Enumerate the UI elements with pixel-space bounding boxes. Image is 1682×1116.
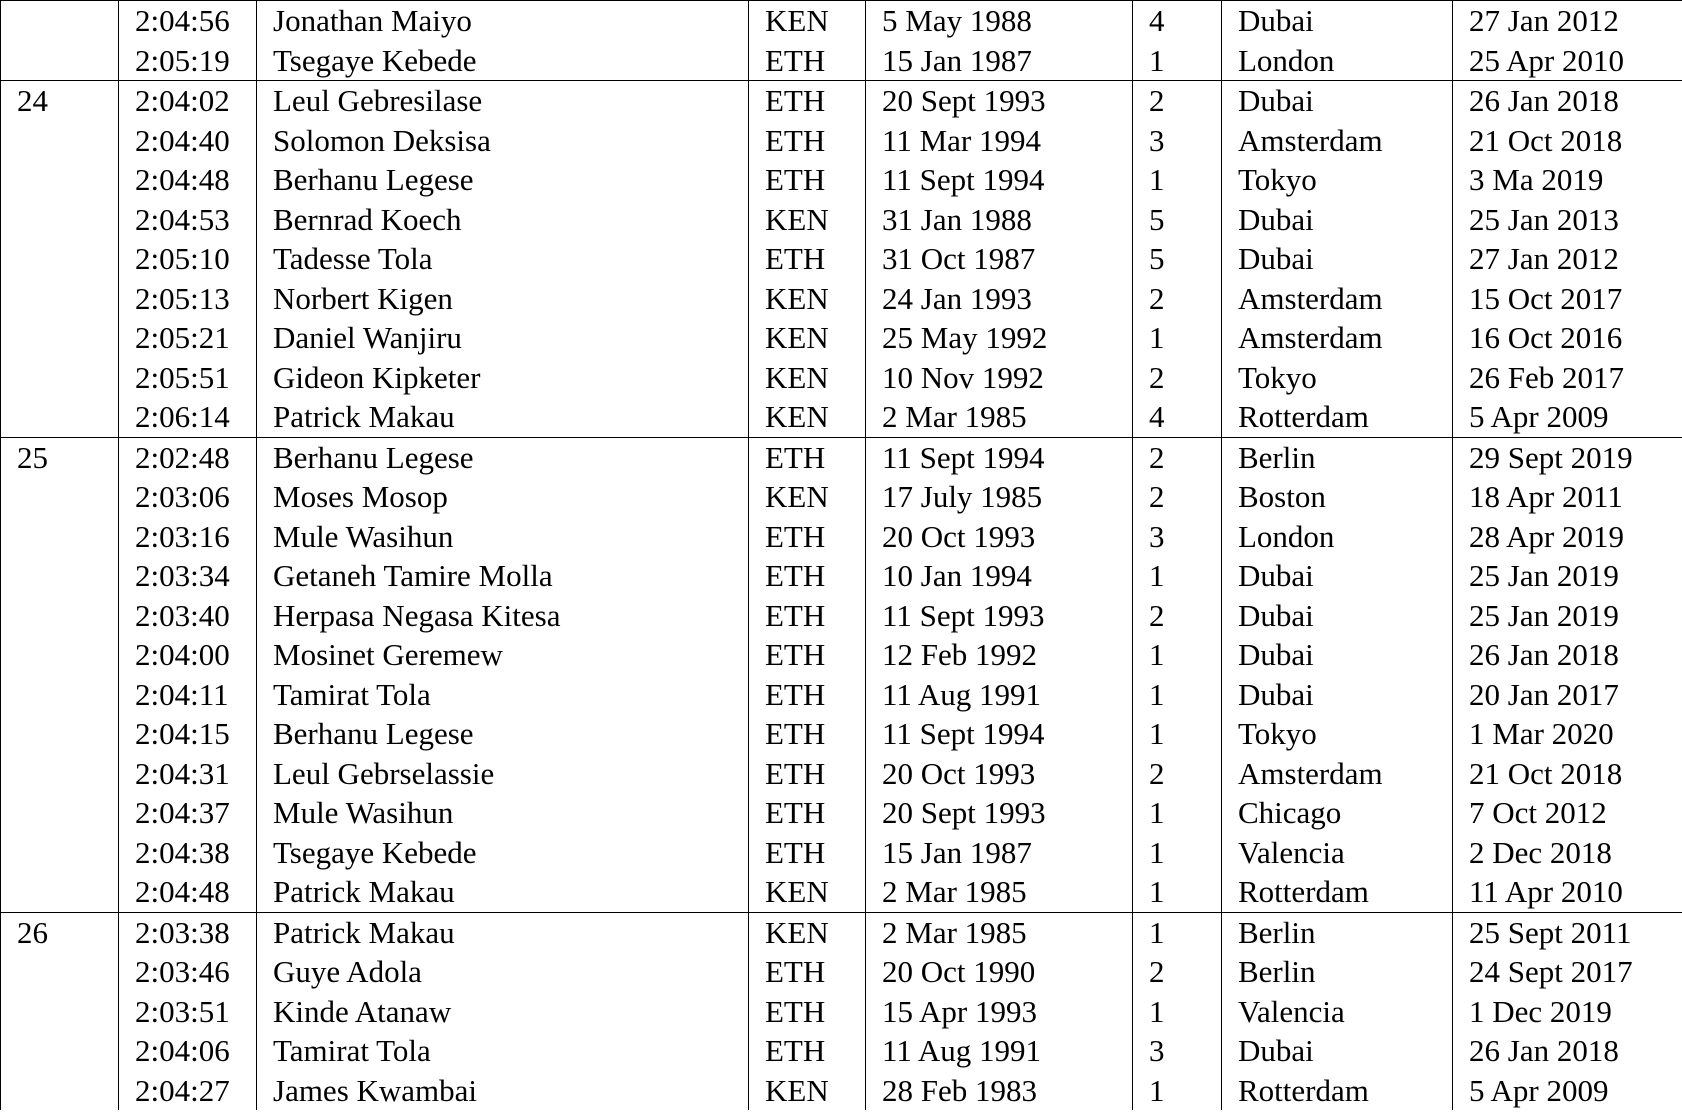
list-item: ETH [765,637,826,672]
list-item: Rotterdam [1238,1072,1369,1108]
list-item: Tsegaye Kebede [273,834,477,870]
list-item: 2 [1149,83,1165,118]
age-label: 26 [17,914,48,950]
list-item: Berlin [1238,914,1316,950]
list-item: 18 Apr 2011 [1469,479,1623,514]
list-item: Dubai [1238,676,1314,712]
list-item: 1 Dec 2019 [1469,993,1612,1029]
list-item: Dubai [1238,3,1314,38]
list-item: Berlin [1238,439,1316,475]
list-item: 2:03:40 [135,597,230,633]
list-item: ETH [765,162,826,197]
list-item: 1 [1149,676,1165,712]
list-item: Patrick Makau [273,874,455,909]
list-item: 2 Mar 1985 [882,914,1027,950]
list-item: 5 [1149,241,1165,276]
list-item: 27 Jan 2012 [1469,241,1619,276]
list-item: 26 Jan 2018 [1469,83,1619,118]
list-item: 24 Sept 2017 [1469,954,1633,989]
list-item: 5 May 1988 [882,3,1032,38]
list-item: 26 Jan 2018 [1469,1033,1619,1068]
athlete-name-cell [257,81,749,438]
list-item: 2:04:37 [135,795,230,830]
list-item: Tadesse Tola [273,241,433,276]
list-item: 5 Apr 2009 [1469,399,1609,434]
list-item: 2:05:13 [135,280,230,316]
list-item: 25 Jan 2019 [1469,558,1619,593]
list-item: 1 [1149,716,1165,751]
list-item: 2:04:11 [135,676,229,712]
list-item: 1 [1149,637,1165,672]
list-item: 10 Jan 1994 [882,558,1032,593]
list-item: KEN [765,914,829,950]
list-item: Dubai [1238,558,1314,593]
list-item: Dubai [1238,1033,1314,1068]
list-item: 15 Oct 2017 [1469,280,1623,316]
list-item: 1 [1149,914,1165,950]
list-item: KEN [765,3,829,38]
list-item: 31 Jan 1988 [882,201,1032,237]
list-item: 2:04:48 [135,874,230,909]
list-item: 15 Apr 1993 [882,993,1037,1029]
list-item: ETH [765,716,826,751]
list-item: 2:03:06 [135,479,230,514]
list-item: 2 [1149,755,1165,791]
table-row [1,437,1682,912]
list-item: Tokyo [1238,162,1317,197]
list-item: Gideon Kipketer [273,359,481,395]
list-item: London [1238,518,1335,554]
list-item: Berhanu Legese [273,716,474,751]
list-item: 31 Oct 1987 [882,241,1036,276]
list-item: 25 Jan 2013 [1469,201,1619,237]
list-item: 26 Jan 2018 [1469,637,1619,672]
list-item: 20 Sept 1993 [882,83,1046,118]
list-item: Berlin [1238,954,1316,989]
age-label [17,1,118,41]
age-group [1,81,1682,438]
list-item: 3 [1149,122,1165,158]
list-item: 2:05:21 [135,320,230,355]
list-item: Patrick Makau [273,399,455,434]
list-item: Valencia [1238,993,1345,1029]
list-item: 15 Jan 1987 [882,834,1032,870]
list-item: 2:03:38 [135,914,230,950]
birth-date-cell [866,1,1133,81]
list-item: Leul Gebresilase [273,83,483,118]
age-cell [1,1,119,81]
list-item: Mosinet Geremew [273,637,503,672]
list-item: 2:04:27 [135,1072,230,1108]
list-item: Rotterdam [1238,874,1369,909]
list-item: Dubai [1238,597,1314,633]
list-item: 28 Feb 1983 [882,1072,1037,1108]
list-item: 2:02:48 [135,439,230,475]
list-item: 1 Mar 2020 [1469,716,1614,751]
list-item: Amsterdam [1238,280,1383,316]
nationality-cell [749,912,866,1110]
list-item: ETH [765,439,826,475]
list-item: KEN [765,320,829,355]
placing-cell [1133,912,1222,1110]
list-item: Mule Wasihun [273,795,454,830]
list-item: ETH [765,993,826,1029]
list-item: 2 [1149,954,1165,989]
list-item: Dubai [1238,241,1314,276]
list-item: 3 [1149,518,1165,554]
placing-cell [1133,1,1222,81]
list-item: 1 [1149,834,1165,870]
age-cell [1,437,119,912]
race-date-cell [1453,912,1682,1110]
nationality-cell [749,1,866,81]
list-item: 11 Sept 1993 [882,597,1045,633]
list-item: 25 Jan 2019 [1469,597,1619,633]
list-item: 5 [1149,201,1165,237]
list-item: 11 Aug 1991 [882,676,1042,712]
age-cell [1,81,119,438]
venue-cell [1222,81,1453,438]
list-item: James Kwambai [273,1072,478,1108]
list-item: Jonathan Maiyo [273,3,472,38]
list-item: Getaneh Tamire Molla [273,558,553,593]
list-item: 20 Oct 1993 [882,755,1036,791]
list-item: 2 Mar 1985 [882,399,1027,434]
list-item: 20 Oct 1993 [882,518,1036,554]
list-item: Moses Mosop [273,479,448,514]
list-item: 21 Oct 2018 [1469,122,1623,158]
list-item: Amsterdam [1238,122,1383,158]
list-item: 1 [1149,795,1165,830]
age-cell [1,912,119,1110]
list-item: Tokyo [1238,716,1317,751]
list-item: 12 Feb 1992 [882,637,1037,672]
list-item: 2:04:56 [135,3,230,38]
list-item: 5 Apr 2009 [1469,1072,1609,1108]
list-item: KEN [765,874,829,909]
list-item: Tokyo [1238,359,1317,395]
age-group [1,1,1682,81]
list-item: ETH [765,954,826,989]
list-item: ETH [765,834,826,870]
list-item: 15 Jan 1987 [882,42,1032,78]
list-item: 1 [1149,558,1165,593]
list-item: 2:03:16 [135,518,230,554]
list-item: 25 May 1992 [882,320,1048,355]
placing-cell [1133,437,1222,912]
list-item: Berhanu Legese [273,439,474,475]
list-item: Valencia [1238,834,1345,870]
list-item: 1 [1149,42,1165,78]
list-item: 2 Dec 2018 [1469,834,1612,870]
list-item: ETH [765,83,826,118]
list-item: Guye Adola [273,954,422,989]
list-item: London [1238,42,1335,78]
table-row [1,912,1682,1110]
list-item: 20 Sept 1993 [882,795,1046,830]
list-item: 28 Apr 2019 [1469,518,1624,554]
list-item: 2:04:31 [135,755,230,791]
age-group [1,437,1682,912]
list-item: ETH [765,122,826,158]
list-item: Berhanu Legese [273,162,474,197]
list-item: 2:04:40 [135,122,230,158]
list-item: 11 Sept 1994 [882,716,1045,751]
list-item: Solomon Deksisa [273,122,491,158]
age-group [1,912,1682,1110]
list-item: 3 Ma 2019 [1469,162,1604,197]
list-item: 2 Mar 1985 [882,874,1027,909]
list-item: 4 [1149,3,1165,38]
time-cell [119,912,257,1110]
list-item: Tamirat Tola [273,1033,431,1068]
list-item: KEN [765,359,829,395]
list-item: ETH [765,558,826,593]
list-item: Tamirat Tola [273,676,431,712]
list-item: 2:03:46 [135,954,230,989]
list-item: Dubai [1238,637,1314,672]
list-item: 17 July 1985 [882,479,1043,514]
list-item: 2 [1149,439,1165,475]
list-item: KEN [765,399,829,434]
table-row [1,1,1682,81]
list-item: Patrick Makau [273,914,455,950]
list-item: Chicago [1238,795,1342,830]
list-item: 21 Oct 2018 [1469,755,1623,791]
list-item: 26 Feb 2017 [1469,359,1624,395]
list-item: 11 Sept 1994 [882,439,1045,475]
athlete-name-cell [257,1,749,81]
list-item: 2:04:38 [135,834,230,870]
list-item: 2:03:51 [135,993,230,1029]
list-item: 25 Apr 2010 [1469,42,1624,78]
list-item: ETH [765,518,826,554]
list-item: 1 [1149,1072,1165,1108]
birth-date-cell [866,81,1133,438]
list-item: 16 Oct 2016 [1469,320,1623,355]
list-item: Leul Gebrselassie [273,755,495,791]
list-item: 25 Sept 2011 [1469,914,1632,950]
list-item: 2:04:48 [135,162,230,197]
list-item: 24 Jan 1993 [882,280,1032,316]
birth-date-cell [866,437,1133,912]
list-item: Rotterdam [1238,399,1369,434]
list-item: 2:04:00 [135,637,230,672]
list-item: KEN [765,280,829,316]
list-item: 11 Sept 1994 [882,162,1045,197]
list-item: 2:04:06 [135,1033,230,1068]
time-cell [119,81,257,438]
list-item: 2 [1149,280,1165,316]
list-item: 1 [1149,320,1165,355]
list-item: ETH [765,241,826,276]
list-item: 27 Jan 2012 [1469,3,1619,38]
list-item: 2:05:51 [135,359,230,395]
list-item: ETH [765,755,826,791]
list-item: 7 Oct 2012 [1469,795,1607,830]
list-item: Norbert Kigen [273,280,453,316]
list-item: 1 [1149,874,1165,909]
list-item: KEN [765,479,829,514]
list-item: Mule Wasihun [273,518,454,554]
list-item: Boston [1238,479,1326,514]
list-item: 11 Mar 1994 [882,122,1041,158]
list-item: ETH [765,42,826,78]
age-label: 25 [17,439,48,475]
race-date-cell [1453,437,1682,912]
age-label: 24 [17,83,48,118]
list-item: 2:04:02 [135,83,230,118]
list-item: 4 [1149,399,1165,434]
athlete-name-cell [257,912,749,1110]
list-item: 11 Aug 1991 [882,1033,1042,1068]
list-item: KEN [765,1072,829,1108]
list-item: 10 Nov 1992 [882,359,1044,395]
venue-cell [1222,912,1453,1110]
list-item: 20 Jan 2017 [1469,676,1619,712]
placing-cell [1133,81,1222,438]
nationality-cell [749,437,866,912]
list-item: 2 [1149,359,1165,395]
list-item: 2:03:34 [135,558,230,593]
list-item: KEN [765,201,829,237]
list-item: 29 Sept 2019 [1469,439,1633,475]
list-item: 2:05:19 [135,42,230,78]
list-item: Amsterdam [1238,320,1383,355]
athlete-name-cell [257,437,749,912]
list-item: Herpasa Negasa Kitesa [273,597,561,633]
birth-date-cell [866,912,1133,1110]
list-item: Dubai [1238,83,1314,118]
venue-cell [1222,437,1453,912]
list-item: 2:06:14 [135,399,230,434]
time-cell [119,437,257,912]
list-item: 2 [1149,597,1165,633]
list-item: 2:05:10 [135,241,230,276]
table-row [1,81,1682,438]
list-item: ETH [765,597,826,633]
list-item: 2:04:15 [135,716,230,751]
list-item: ETH [765,676,826,712]
list-item: Daniel Wanjiru [273,320,462,355]
list-item: Amsterdam [1238,755,1383,791]
list-item: 3 [1149,1033,1165,1068]
list-item: 1 [1149,993,1165,1029]
nationality-cell [749,81,866,438]
list-item: 2:04:53 [135,201,230,237]
race-date-cell [1453,81,1682,438]
list-item: Kinde Atanaw [273,993,452,1029]
time-cell [119,1,257,81]
list-item: ETH [765,1033,826,1068]
list-item: Bernrad Koech [273,201,462,237]
list-item: Dubai [1238,201,1314,237]
list-item: 11 Apr 2010 [1469,874,1623,909]
list-item: 20 Oct 1990 [882,954,1036,989]
race-date-cell [1453,1,1682,81]
venue-cell [1222,1,1453,81]
list-item: Tsegaye Kebede [273,42,477,78]
list-item: ETH [765,795,826,830]
list-item: 2 [1149,479,1165,514]
list-item: 1 [1149,162,1165,197]
